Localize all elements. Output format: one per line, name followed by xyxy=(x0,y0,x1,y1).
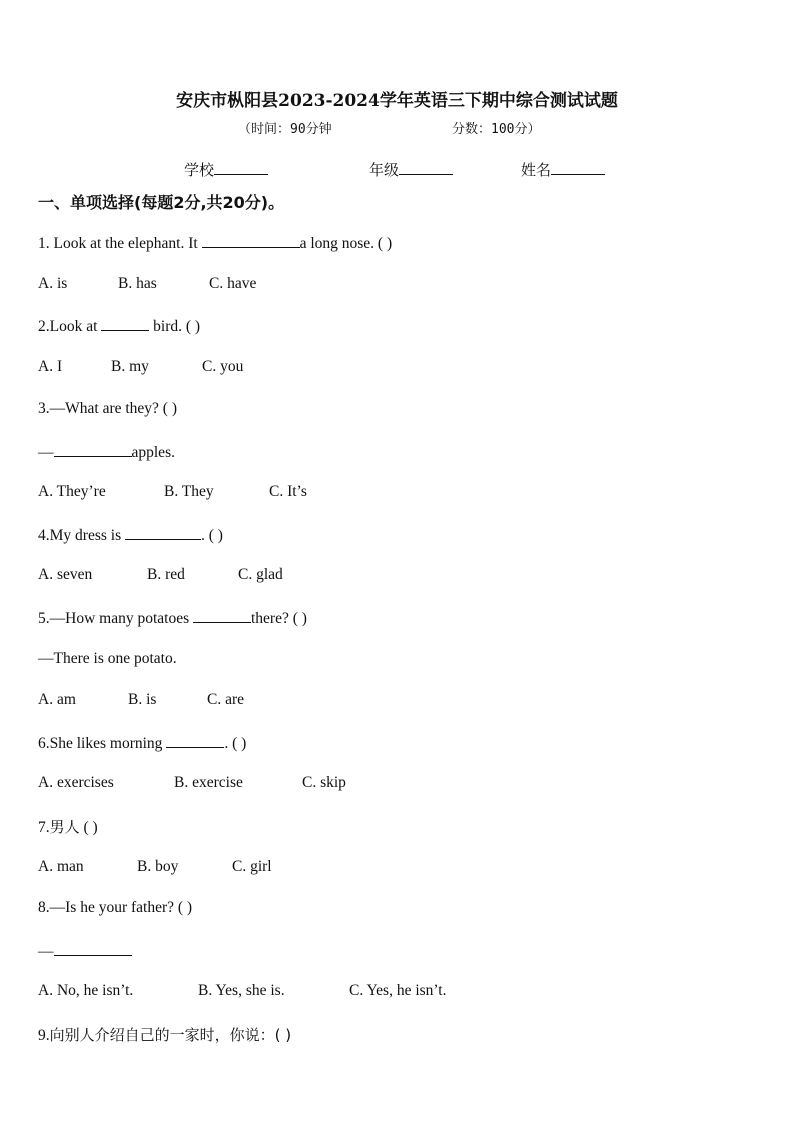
option-a[interactable]: A. is xyxy=(38,275,68,292)
option-a[interactable]: A. I xyxy=(38,358,63,375)
question-6 xyxy=(38,733,246,753)
question-text: . ( ) xyxy=(224,735,247,752)
option-b[interactable]: B. red xyxy=(147,566,185,583)
question-text: 向别人介绍自己的一家时，你说：( ) xyxy=(49,1026,292,1044)
option-c[interactable]: C. you xyxy=(202,358,244,375)
option-a[interactable]: A. They’re xyxy=(38,483,106,500)
name-blank[interactable] xyxy=(551,160,605,175)
question-4 xyxy=(38,525,223,545)
question-5-answer-line xyxy=(38,650,177,668)
page-title: 安庆市枞阳县2023-2024学年英语三下期中综合测试试题 xyxy=(176,91,618,111)
question-text: 4.My dress is xyxy=(38,527,125,544)
question-text: ( ) xyxy=(79,819,98,836)
option-b[interactable]: B. boy xyxy=(137,858,179,875)
answer-blank[interactable] xyxy=(101,316,149,331)
name-field[interactable] xyxy=(521,159,605,180)
answer-blank[interactable] xyxy=(54,442,132,457)
option-c[interactable]: C. have xyxy=(209,275,257,292)
question-5 xyxy=(38,608,307,628)
answer-blank[interactable] xyxy=(125,525,201,540)
option-a[interactable]: A. No, he isn’t. xyxy=(38,982,134,999)
question-text: 8.—Is he your father? ( ) xyxy=(38,899,193,916)
grade-blank[interactable] xyxy=(399,160,453,175)
option-a[interactable]: A. exercises xyxy=(38,774,114,791)
option-b[interactable]: B. Yes, she is. xyxy=(198,982,285,999)
exam-score: 分数：100分） xyxy=(452,122,541,137)
question-3-answer-line xyxy=(38,442,175,462)
question-text: 1. Look at the elephant. It xyxy=(38,235,202,252)
question-8-answer-line xyxy=(38,941,132,961)
answer-blank[interactable] xyxy=(202,233,300,248)
option-a[interactable]: A. man xyxy=(38,858,84,875)
question-number: 9. xyxy=(38,1027,50,1044)
option-c[interactable]: C. are xyxy=(207,691,245,708)
question-7 xyxy=(38,816,98,837)
option-a[interactable]: A. seven xyxy=(38,566,93,583)
dash: — xyxy=(38,444,54,461)
option-c[interactable]: C. It’s xyxy=(269,483,307,500)
option-c[interactable]: C. skip xyxy=(302,774,346,791)
question-2 xyxy=(38,316,200,336)
question-text: there? ( ) xyxy=(250,610,307,627)
question-text: 男人 xyxy=(49,818,80,836)
question-9 xyxy=(38,1024,291,1045)
name-label: 姓名 xyxy=(521,161,552,179)
question-text: . ( ) xyxy=(200,527,223,544)
exam-time: （时间：90分钟 xyxy=(238,122,332,137)
question-text: 6.She likes morning xyxy=(38,735,167,752)
grade-label: 年级 xyxy=(369,161,400,179)
option-a[interactable]: A. am xyxy=(38,691,76,708)
grade-field[interactable] xyxy=(369,159,453,180)
question-1 xyxy=(38,233,392,253)
question-text: 2.Look at xyxy=(38,318,102,335)
answer-blank[interactable] xyxy=(54,941,132,956)
option-b[interactable]: B. my xyxy=(111,358,149,375)
question-text: 5.—How many potatoes xyxy=(38,610,193,627)
option-c[interactable]: C. glad xyxy=(238,566,283,583)
school-blank[interactable] xyxy=(214,160,268,175)
school-label: 学校 xyxy=(184,161,215,179)
section-heading: 一、单项选择(每题2分,共20分)。 xyxy=(38,193,285,212)
question-text: a long nose. ( ) xyxy=(299,235,393,252)
question-3 xyxy=(38,400,177,418)
option-c[interactable]: C. girl xyxy=(232,858,272,875)
question-number: 7. xyxy=(38,819,50,836)
question-text: 3.—What are they? ( ) xyxy=(38,400,178,417)
question-text: —There is one potato. xyxy=(38,650,177,667)
option-b[interactable]: B. They xyxy=(164,483,214,500)
question-8 xyxy=(38,899,192,917)
school-field[interactable] xyxy=(184,159,268,180)
option-b[interactable]: B. has xyxy=(118,275,157,292)
option-c[interactable]: C. Yes, he isn’t. xyxy=(349,982,447,999)
answer-blank[interactable] xyxy=(166,733,224,748)
question-text: bird. ( ) xyxy=(149,318,201,335)
answer-blank[interactable] xyxy=(193,608,251,623)
dash: — xyxy=(38,943,54,960)
option-b[interactable]: B. is xyxy=(128,691,157,708)
question-text: apples. xyxy=(131,444,175,461)
option-b[interactable]: B. exercise xyxy=(174,774,243,791)
